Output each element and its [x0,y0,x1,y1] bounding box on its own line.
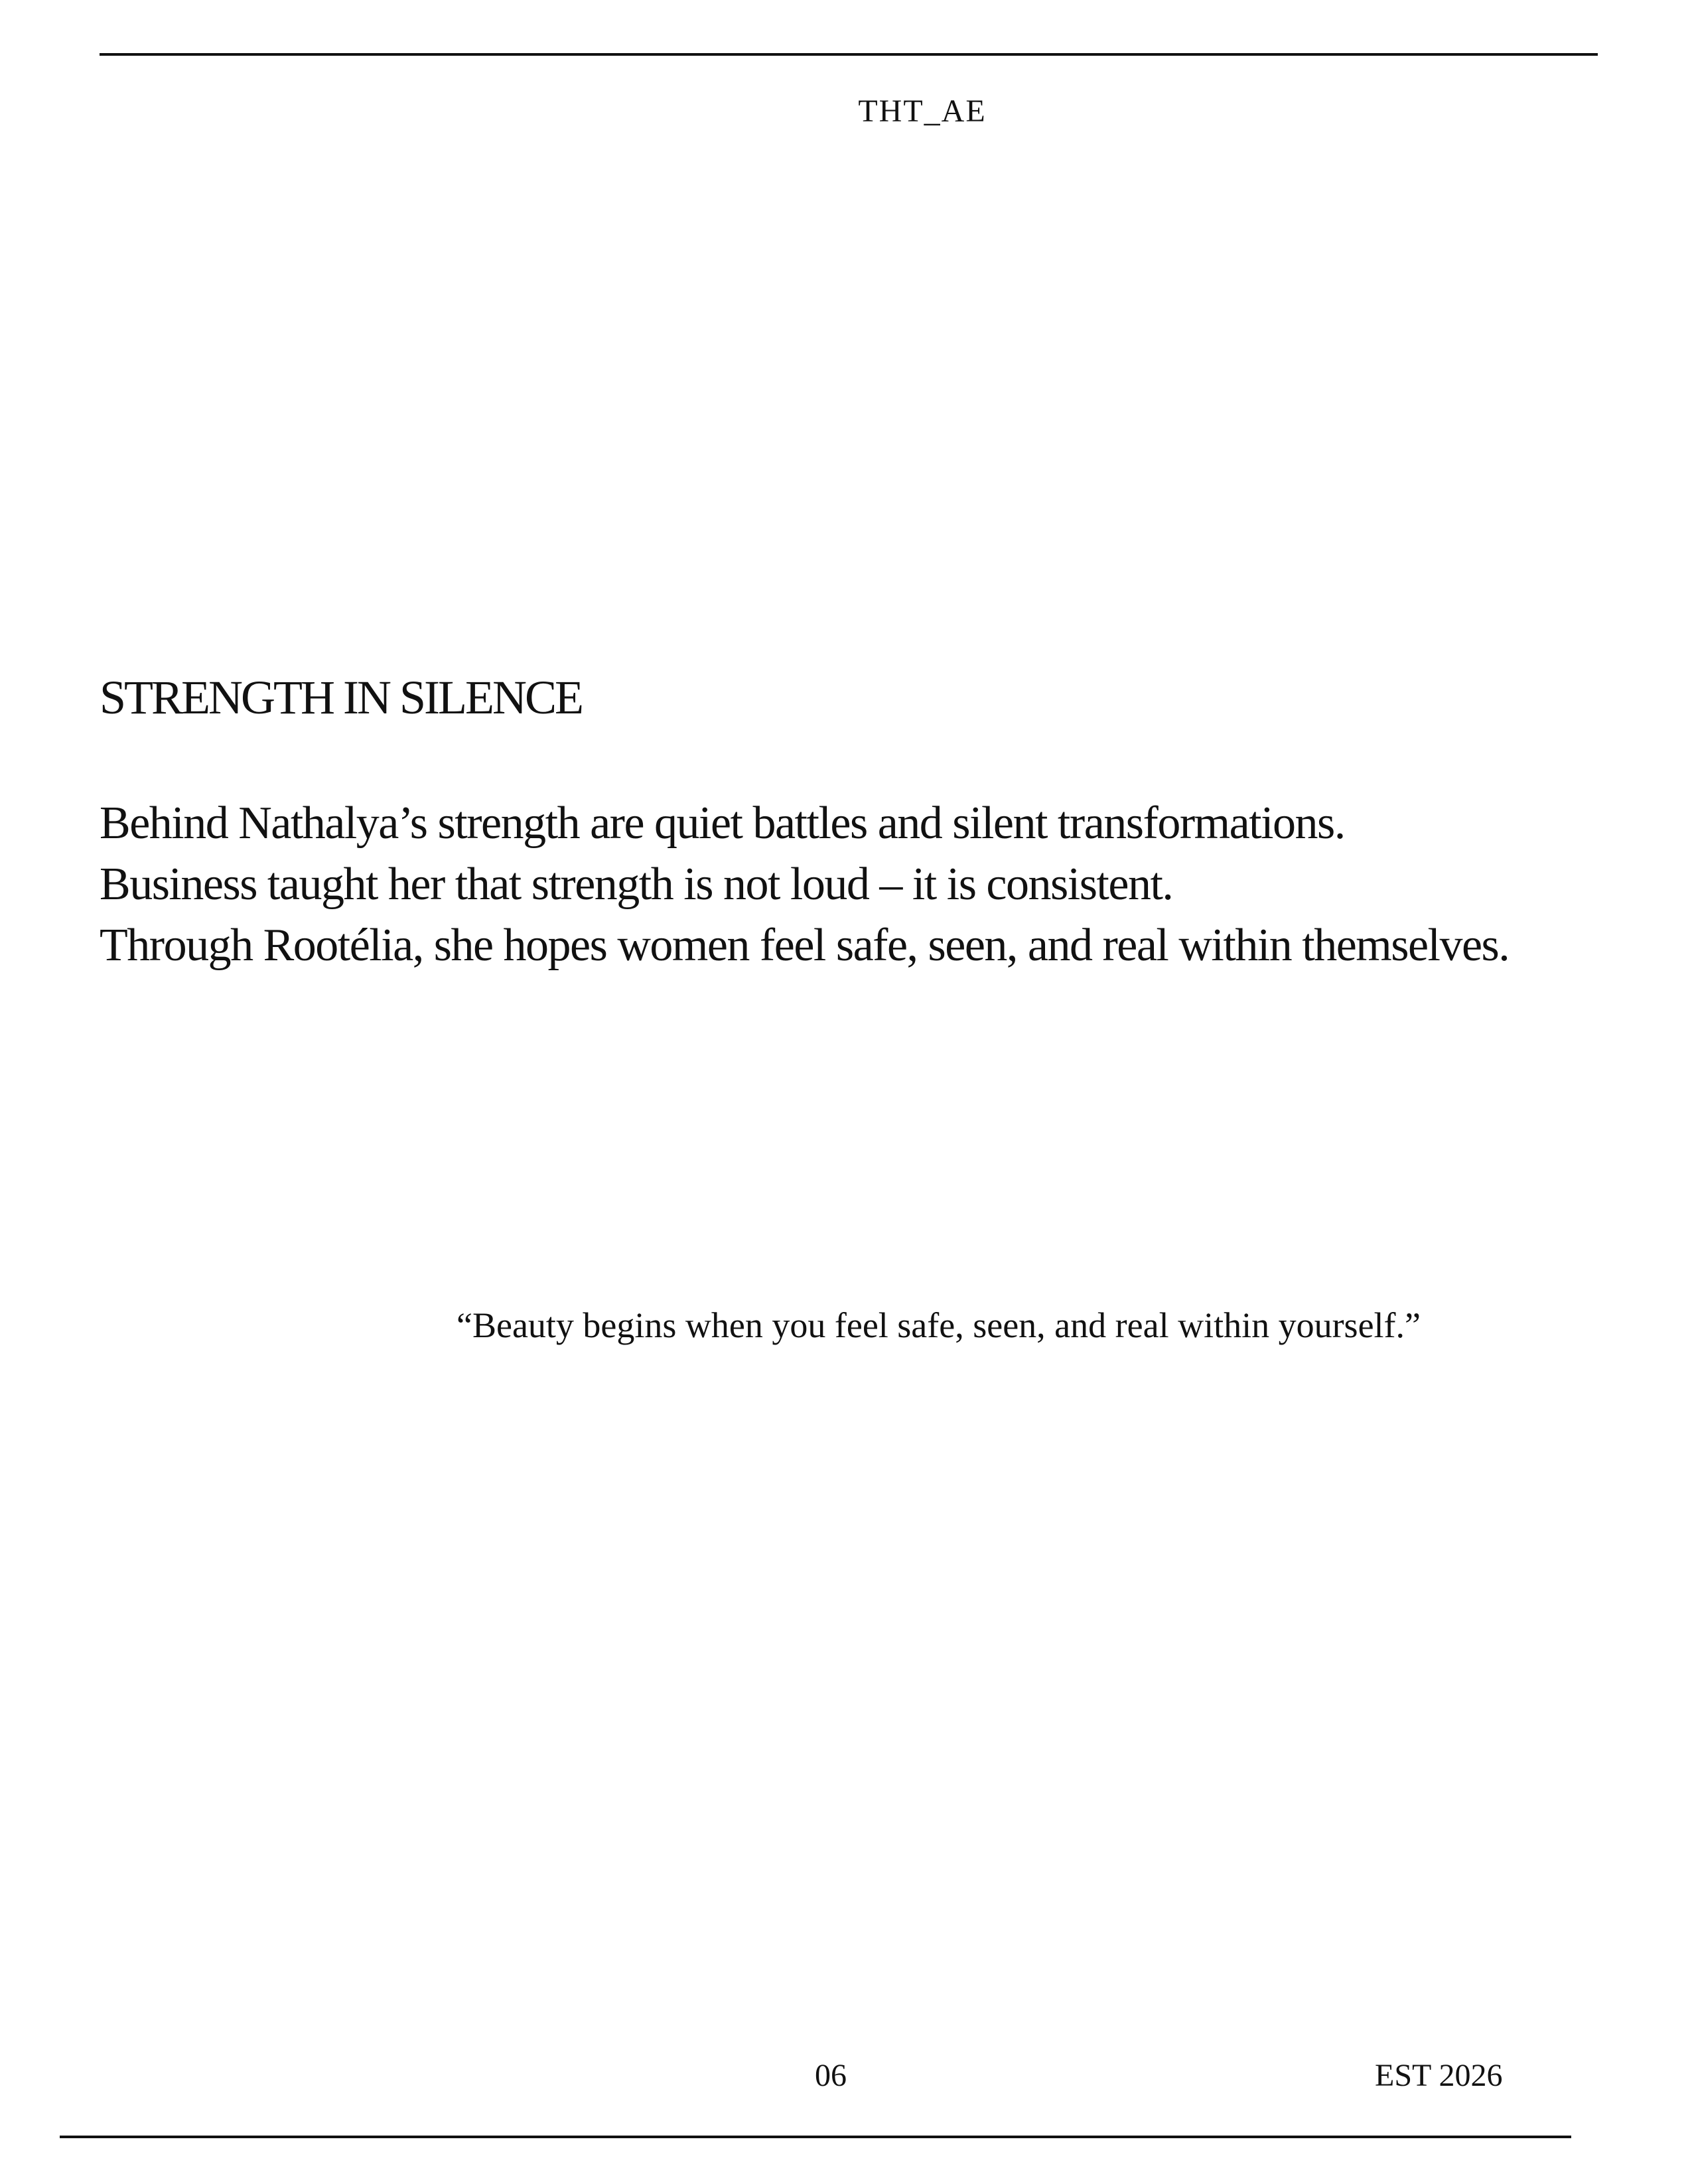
body-line: Behind Nathalya’s strength are quiet battles and silent transformations. [100,798,1345,849]
page-number: 06 [815,2058,847,2093]
est-mark: EST 2026 [1375,2058,1503,2093]
pull-quote: “Beauty begins when you feel safe, seen, and real within yourself.” [457,1305,1421,1345]
bottom-rule [60,2136,1571,2138]
top-rule [100,53,1598,56]
running-head: THT_AE [858,94,987,129]
body-paragraph [100,793,1509,976]
body-line: Through Rootélia, she hopes women feel safe, seen, and real within themselves. [100,920,1510,971]
body-line: Business taught her that strength is not loud – it is consistent. [100,859,1173,910]
section-title: STRENGTH IN SILENCE [100,671,582,724]
